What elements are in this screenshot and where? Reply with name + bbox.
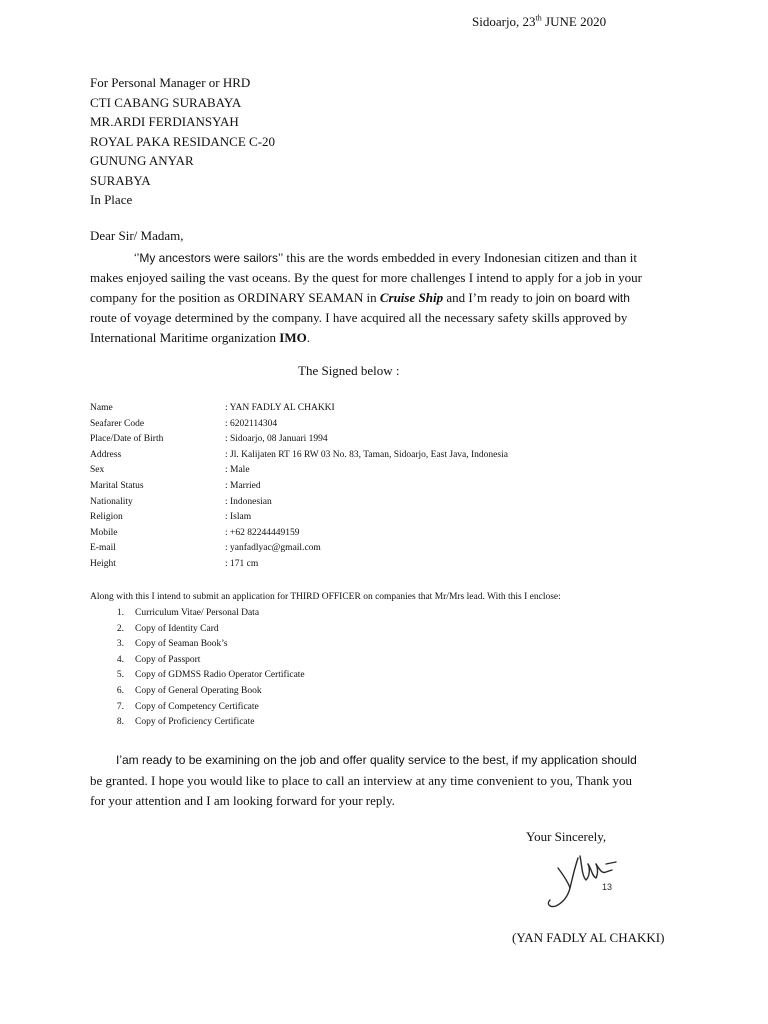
- intro-text: International Maritime organization: [90, 330, 280, 345]
- recipient-address-block: [90, 73, 275, 210]
- detail-value: : 6202114304: [225, 418, 278, 429]
- list-number: 6.: [116, 685, 124, 696]
- detail-label: Address: [90, 449, 122, 460]
- closing-line: I’am ready to be examining on the job and offer quality service to the best, if my application should: [116, 753, 637, 767]
- complimentary-close: Your Sincerely,: [526, 829, 607, 844]
- recipient-line: For Personal Manager or HRD: [90, 75, 251, 90]
- signed-below-heading: The Signed below :: [298, 363, 400, 378]
- detail-label: Name: [90, 403, 113, 413]
- detail-label: Seafarer Code: [90, 418, 145, 429]
- detail-value: : Jl. Kalijaten RT 16 RW 03 No. 83, Taman, Sidoarjo, East Java, Indonesia: [225, 449, 508, 460]
- detail-label: Place/Date of Birth: [90, 434, 164, 445]
- detail-label: Religion: [90, 512, 123, 523]
- list-number: 1.: [116, 608, 124, 618]
- intro-text: company for the position as ORDINARY SEAMAN in: [90, 290, 380, 305]
- list-text: Copy of GDMSS Radio Operator Certificate: [135, 670, 305, 681]
- list-text: Curriculum Vitae/ Personal Data: [135, 608, 260, 618]
- closing-paragraph: [90, 750, 637, 812]
- closing-line: for your attention and I am looking forward for your reply.: [90, 793, 395, 808]
- list-number: 7.: [116, 701, 124, 712]
- detail-value: : Islam: [225, 512, 252, 523]
- list-number: 2.: [116, 623, 124, 634]
- intro-line: [90, 248, 678, 268]
- signer-name: (YAN FADLY AL CHAKKI): [512, 930, 665, 945]
- intro-text: join on board with: [535, 291, 630, 305]
- detail-value: : yanfadlyac@gmail.com: [225, 543, 321, 554]
- intro-line: route of voyage determined by the company. I have acquired all the necessary safety skills approved by: [90, 310, 628, 325]
- list-text: Copy of General Operating Book: [135, 685, 262, 696]
- signature-drawing: [536, 846, 636, 914]
- list-text: Copy of Passport: [135, 654, 201, 665]
- recipient-line: MR.ARDI FERDIANSYAH: [90, 114, 239, 129]
- detail-label: Marital Status: [90, 480, 144, 491]
- detail-value: : Sidoarjo, 08 Januari 1994: [225, 434, 328, 445]
- detail-value: : 171 cm: [225, 558, 259, 569]
- intro-paragraph: [90, 248, 678, 348]
- intro-line: makes enjoyed sailing the vast oceans. By the quest for more challenges I intend to apply for a job in your: [90, 270, 642, 285]
- salutation: Dear Sir/ Madam,: [90, 228, 184, 243]
- date-month-year: JUNE 2020: [541, 14, 607, 29]
- list-text: Copy of Competency Certificate: [135, 701, 259, 712]
- recipient-line: CTI CABANG SURABAYA: [90, 94, 242, 110]
- list-number: 8.: [116, 717, 124, 728]
- detail-value: : Indonesian: [225, 496, 272, 507]
- recipient-line: GUNUNG ANYAR: [90, 153, 194, 168]
- detail-value: : Male: [225, 465, 250, 476]
- list-text: Copy of Seaman Book’s: [135, 639, 228, 650]
- detail-label: Height: [90, 558, 116, 569]
- recipient-line: ROYAL PAKA RESIDANCE C-20: [90, 133, 276, 149]
- detail-label: Nationality: [90, 496, 133, 507]
- intro-line: [90, 288, 678, 308]
- date-day-suffix: th: [535, 13, 542, 23]
- letter-date: [472, 14, 606, 30]
- list-text: Copy of Identity Card: [135, 623, 219, 634]
- detail-value: : +62 82244449159: [225, 527, 300, 538]
- handwritten-signature: [536, 846, 636, 914]
- enclosures-intro: Along with this I intend to submit an application for THIRD OFFICER on companies that Mr/Mrs lead. With this I enclose:: [90, 592, 561, 602]
- imo-emphasis: IMO: [279, 330, 307, 345]
- detail-value: : YAN FADLY AL CHAKKI: [225, 403, 335, 413]
- intro-line: [90, 328, 678, 348]
- recipient-line: SURABYA: [90, 172, 151, 188]
- ancestors-quote: ‘’My ancestors were sailors’’: [134, 251, 284, 265]
- intro-text: .: [306, 330, 310, 345]
- detail-label: Sex: [90, 465, 105, 476]
- intro-text: and I’m ready to: [443, 290, 536, 305]
- cruise-ship-emphasis: Cruise Ship: [379, 290, 444, 305]
- detail-value: : Married: [225, 480, 261, 491]
- list-text: Copy of Proficiency Certificate: [135, 717, 255, 728]
- intro-text: this are the words embedded in every Indonesian citizen and than it: [283, 250, 637, 265]
- detail-label: E-mail: [90, 543, 116, 554]
- recipient-line: In Place: [90, 192, 133, 207]
- date-place-day: Sidoarjo, 23: [472, 14, 536, 29]
- list-number: 4.: [116, 654, 124, 665]
- list-number: 5.: [116, 670, 124, 681]
- closing-line: be granted. I hope you would like to place to call an interview at any time convenient to you, Thank you: [90, 772, 632, 788]
- detail-label: Mobile: [90, 527, 118, 538]
- signature-mark: 13: [602, 882, 613, 892]
- list-number: 3.: [116, 639, 124, 650]
